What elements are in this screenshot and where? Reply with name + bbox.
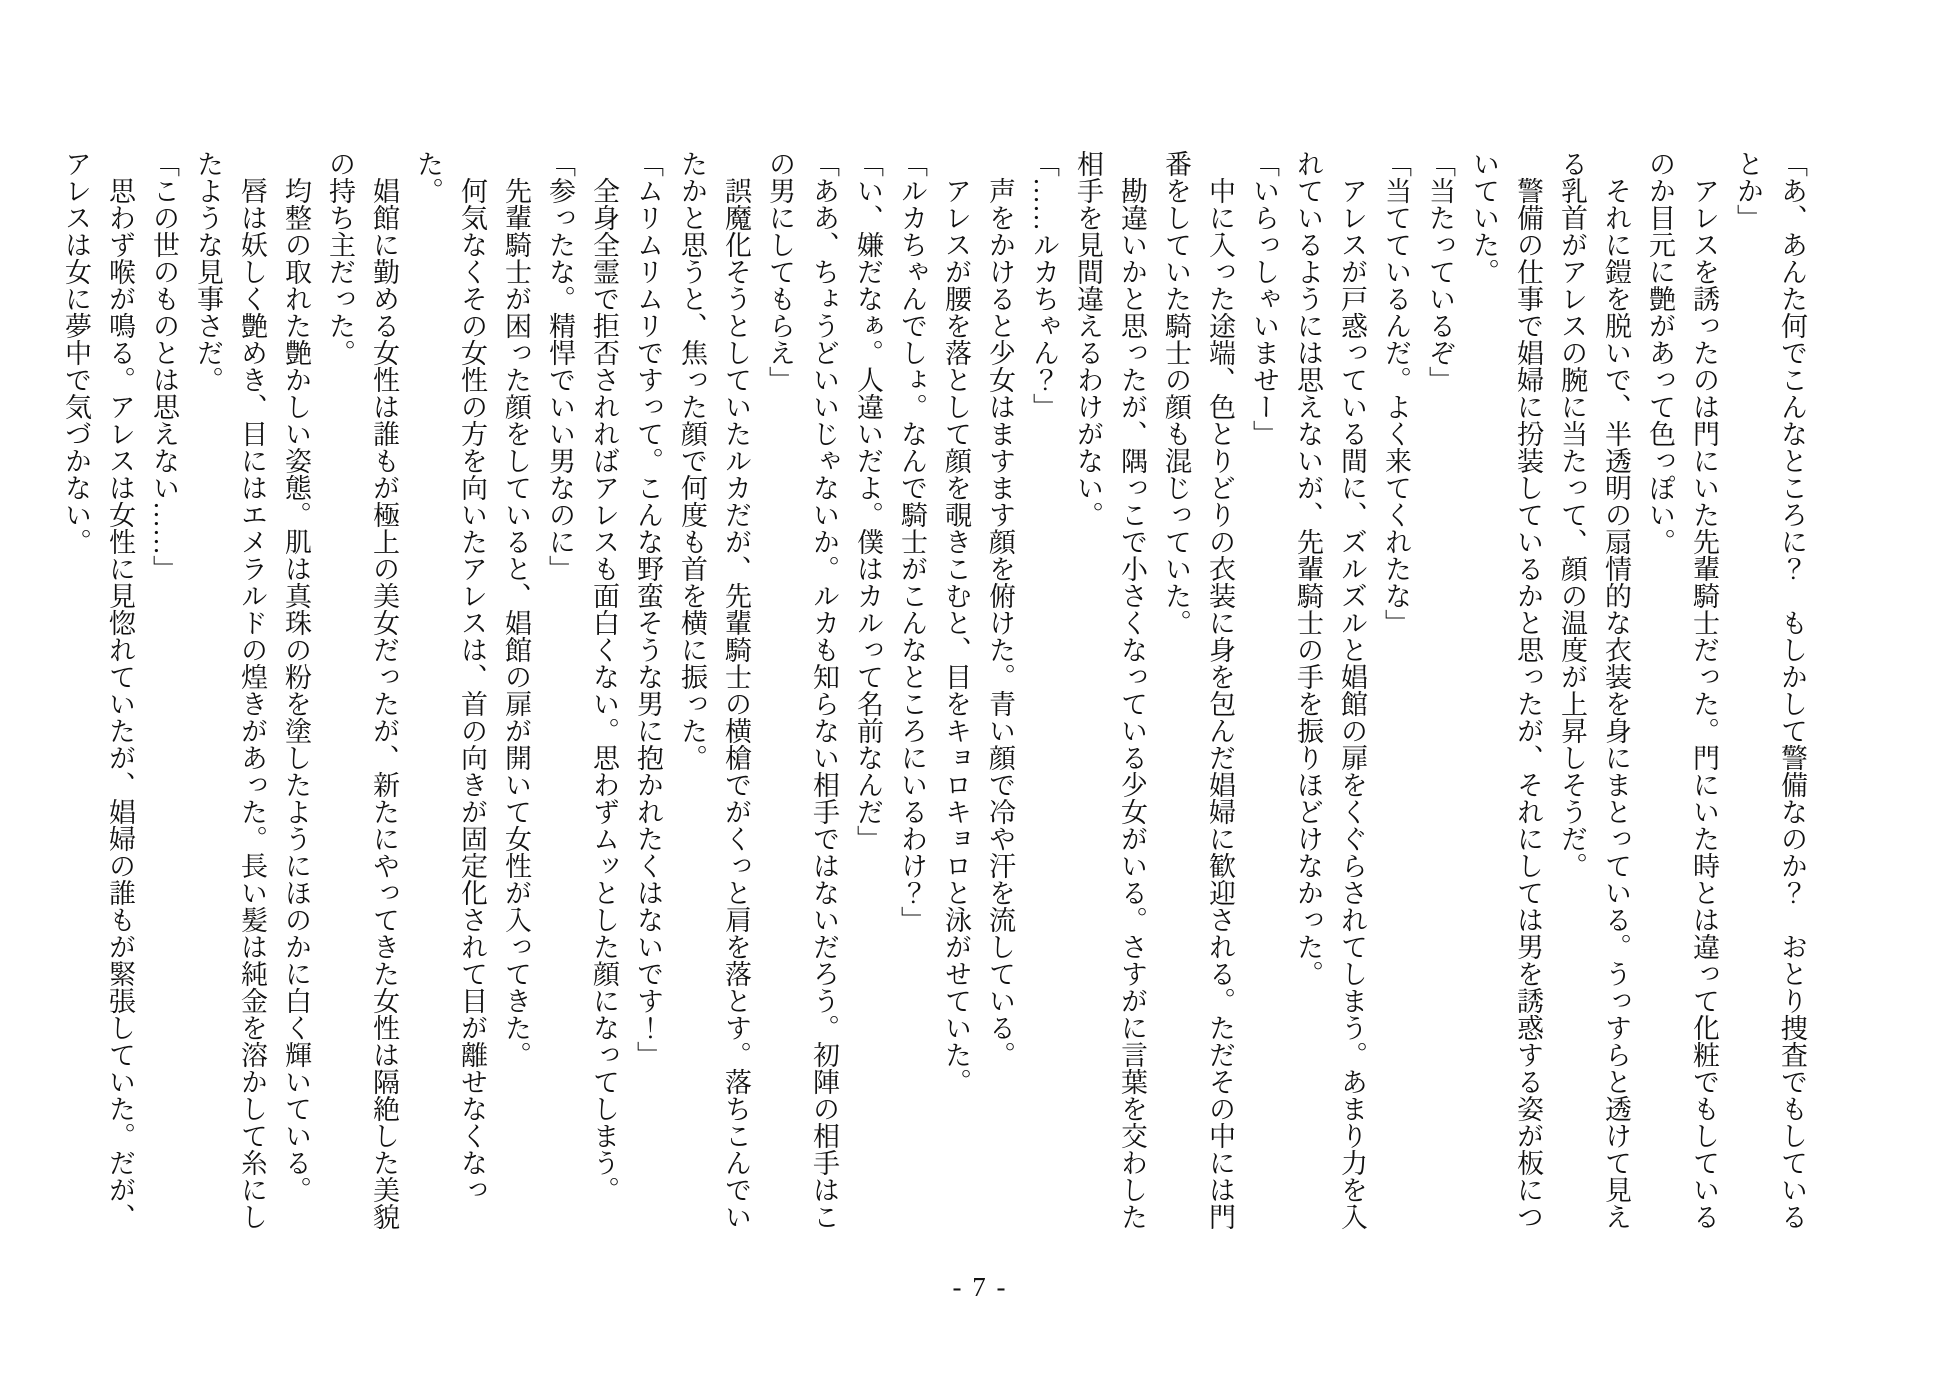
vertical-text-block [54, 150, 1814, 1236]
paragraph: 誤魔化そうとしていたルカだが、先輩騎士の横槍でがくっと肩を落とす。落ちこんでいたかと思うと、焦った顔で何度も首を横に振った。 [677, 150, 751, 1230]
paragraph: アレスが腰を落として顔を覗きこむと、目をキョロキョロと泳がせていた。 [941, 177, 971, 1095]
paragraph: 「当てているんだ。よく来てくれたな」 [1381, 150, 1411, 636]
paragraph: 警備の仕事で娼婦に扮装しているかと思ったが、それにしては男を誘惑する姿が板についていた。 [1469, 150, 1543, 1230]
paragraph: 先輩騎士が困った顔をしていると、娼館の扉が開いて女性が入ってきた。 [501, 177, 531, 1068]
paragraph: アレスを誘ったのは門にいた先輩騎士だった。門にいた時とは違って化粧でもしているのか目元に艶があって色っぽい。 [1645, 150, 1719, 1230]
paragraph: 「当たっているぞ」 [1425, 150, 1455, 393]
paragraph: 「ムリムリムリですって。こんな野蛮そうな男に抱かれたくはないです！」 [633, 150, 663, 1068]
paragraph: 娼館に勤める女性は誰もが極上の美女だったが、新たにやってきた女性は隔絶した美貌の持ち主だった。 [325, 150, 399, 1230]
paragraph: 「い、嫌だなぁ。人違いだよ。僕はカルって名前なんだ」 [853, 150, 883, 852]
paragraph: 「いらっしゃいませー」 [1249, 150, 1279, 447]
paragraph: 思わず喉が鳴る。アレスは女性に見惚れていたが、娼婦の誰もが緊張していた。だが、アレスは女に夢中で気づかない。 [61, 150, 135, 1230]
paragraph: 「あ、あんた何でこんなところに？ もしかして警備なのか？ おとり捜査でもしているとか」 [1733, 150, 1807, 1230]
paragraph: 「参ったな。精悍でいい男なのに」 [545, 150, 575, 582]
paragraph: 声をかけると少女はますます顔を俯けた。青い顔で冷や汗を流している。 [985, 177, 1015, 1068]
page-number: - 7 - [952, 1272, 1008, 1302]
paragraph: 唇は妖しく艶めき、目にはエメラルドの煌きがあった。長い髪は純金を溶かして糸にしたような見事さだ。 [193, 150, 267, 1230]
paragraph: 全身全霊で拒否されればアレスも面白くない。思わずムッとした顔になってしまう。 [589, 177, 619, 1203]
paragraph: 勘違いかと思ったが、隅っこで小さくなっている少女がいる。さすがに言葉を交わした相手を見間違えるわけがない。 [1073, 150, 1147, 1230]
paragraph: 何気なくその女性の方を向いたアレスは、首の向きが固定化されて目が離せなくなった。 [413, 150, 487, 1203]
paragraph: 「ああ、ちょうどいいじゃないか。ルカも知らない相手ではないだろう。初陣の相手はこの男にしてもらえ」 [765, 150, 839, 1230]
paragraph: アレスが戸惑っている間に、ズルズルと娼館の扉をくぐらされてしまう。あまり力を入れているようには思えないが、先輩騎士の手を振りほどけなかった。 [1293, 150, 1367, 1230]
paragraph: 均整の取れた艶かしい姿態。肌は真珠の粉を塗したようにほのかに白く輝いている。 [281, 177, 311, 1203]
paragraph: 「……ルカちゃん？」 [1029, 150, 1059, 420]
paragraph: 「ルカちゃんでしょ。なんで騎士がこんなところにいるわけ？」 [897, 150, 927, 933]
paragraph: それに鎧を脱いで、半透明の扇情的な衣装を身にまとっている。うっすらと透けて見える乳首がアレスの腕に当たって、顔の温度が上昇しそうだ。 [1557, 150, 1631, 1230]
paragraph: 「この世のものとは思えない……」 [149, 150, 179, 582]
paragraph: 中に入った途端、色とりどりの衣装に身を包んだ娼婦に歓迎される。ただその中には門番をしていた騎士の顔も混じっていた。 [1161, 150, 1235, 1230]
